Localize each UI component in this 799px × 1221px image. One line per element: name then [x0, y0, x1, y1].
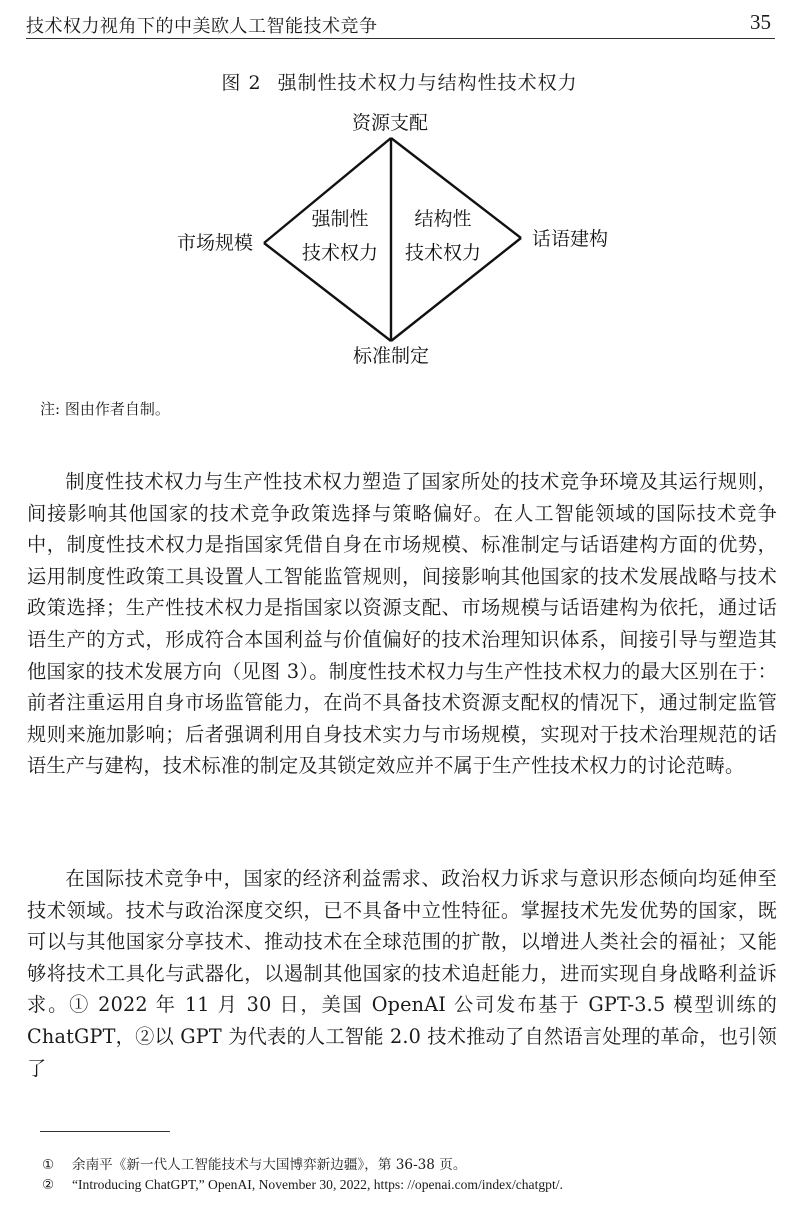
page-number: 35 [750, 10, 771, 34]
footnote-1-mark: ① [42, 1157, 55, 1173]
figure-title: 强制性技术权力与结构性技术权力 [277, 72, 578, 94]
footnote-divider [40, 1131, 170, 1132]
figure-number: 图 2 [221, 72, 262, 94]
power-diagram [0, 0, 799, 400]
structural-power-line1: 结构性 [414, 208, 472, 230]
body-paragraph-2: 在国际技术竞争中，国家的经济利益需求、政治权力诉求与意识形态倾向均延伸至技术领域。技术与政治深度交织，已不具备中立性特征。掌握技术先发优势的国家，既可以与其他国家分享技术、推动技术在全球范围的扩散，以增进人类社会的福祉；又能够将技术工具化与武器化，以遏制其他国家的技术追赶能力，进而实现自身战略利益诉求。① 2022 年 11 月 30 日，美国 OpenAI 公司发布基于 GPT-3.5 模型训练的 ChatGPT，②以 GPT 为代表的人工智能 2.0 技术推动了自然语言处理的革命，也引领了 [27, 867, 777, 1080]
footnote-2 [42, 1177, 563, 1193]
figure-note: 注: 图由作者自制。 [40, 400, 170, 418]
structural-power-line2: 技术权力 [404, 242, 482, 264]
body-paragraph-1: 制度性技术权力与生产性技术权力塑造了国家所处的技术竞争环境及其运行规则，间接影响其他国家的技术竞争政策选择与策略偏好。在人工智能领域的国际技术竞争中，制度性技术权力是指国家凭借自身在市场规模、标准制定与话语建构方面的优势，运用制度性政策工具设置人工智能监管规则，间接影响其他国家的技术发展战略与技术政策选择；生产性技术权力是指国家以资源支配、市场规模与话语建构为依托，通过话语生产的方式，形成符合本国利益与价值偏好的技术治理知识体系，间接引导与塑造其他国家的技术发展方向（见图 3）。制度性技术权力与生产性技术权力的最大区别在于：前者注重运用自身市场监管能力，在尚不具备技术资源支配权的情况下，通过制定监管规则来施加影响；后者强调利用自身技术实力与市场规模，实现对于技术治理规范的话语生产与建构，技术标准的制定及其锁定效应并不属于生产性技术权力的讨论范畴。 [27, 470, 777, 778]
footnote-1-text: 余南平《新一代人工智能技术与大国博弈新边疆》，第 36-38 页。 [72, 1157, 467, 1173]
running-title: 技术权力视角下的中美欧人工智能技术竞争 [26, 16, 378, 37]
coercive-power-line2: 技术权力 [301, 242, 379, 264]
footnote-2-text: “Introducing ChatGPT,” OpenAI, November 30, 2022, https: //openai.com/index/chatgpt/. [72, 1177, 563, 1192]
node-right: 话语建构 [532, 228, 609, 250]
coercive-power-line1: 强制性 [311, 208, 369, 230]
node-top: 资源支配 [351, 112, 429, 134]
footnote-2-mark: ② [42, 1177, 55, 1192]
node-bottom: 标准制定 [352, 345, 430, 367]
node-left: 市场规模 [176, 232, 253, 254]
footnote-1 [42, 1153, 466, 1173]
